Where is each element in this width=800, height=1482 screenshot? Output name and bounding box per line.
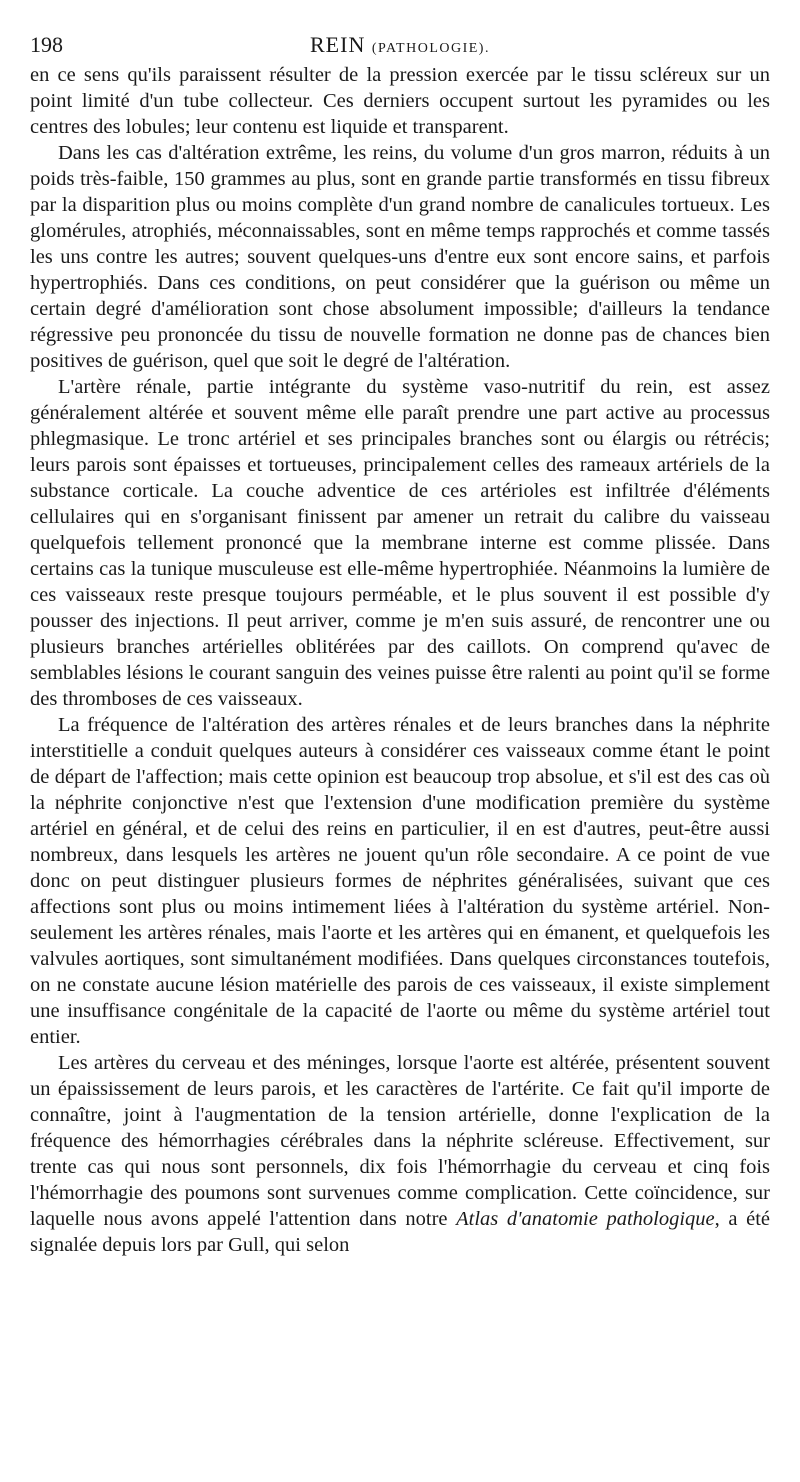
paragraph-5: [30, 1050, 770, 1258]
paragraph-3: L'artère rénale, partie intégrante du système vaso-nutritif du rein, est assez généralement altérée et souvent même elle paraît prendre une part active au processus phlegmasique. Le tronc artériel et ses principales branches sont ou élargis ou rétrécis; leurs parois sont épaisses et tortueuses, principalement celles des rameaux artériels de la substance corticale. La couche adventice de ces artérioles est infiltrée d'éléments cellulaires qui en s'organisant finissent par amener un retrait du calibre du vaisseau quelquefois tellement prononcé que la membrane interne est comme plissée. Dans certains cas la tunique musculeuse est elle-même hypertrophiée. Néanmoins la lumière de ces vaisseaux reste presque toujours perméable, et le plus souvent il est possible d'y pousser des injections. Il peut arriver, comme je m'en suis assuré, de rencontrer une ou plusieurs branches artérielles oblitérées par des caillots. On comprend qu'avec de semblables lésions le courant sanguin des veines puisse être ralenti au point qu'il se forme des thromboses de ces vaisseaux.: [30, 376, 770, 710]
running-title: [30, 30, 770, 64]
running-title-sub: (PATHOLOGIE).: [371, 41, 490, 56]
paragraph-5-text-end: , a été signalée depuis lors par Gull, qui selon: [30, 1208, 771, 1256]
paragraph-1: en ce sens qu'ils paraissent résulter de la pression exercée par le tissu scléreux sur un point limité d'un tube collecteur. Ces derniers occupent surtout les pyramides ou les centres des lobules; leur contenu est liquide et transparent.: [30, 64, 770, 138]
page-number: 198: [30, 32, 63, 57]
running-head: [30, 30, 770, 60]
body-text: [30, 62, 770, 1258]
running-title-main: REIN: [310, 32, 366, 57]
paragraph-5-text-start: Les artères du cerveau et des méninges, lorsque l'aorte est altérée, présentent souvent un épaississement de leurs parois, et les caractères de l'artérite. Ce fait qu'il importe de connaître, joint à l'augmentation de la tension artérielle, donne l'explication de la fréquence des hémorrhagies cérébrales dans la néphrite scléreuse. Effectivement, sur trente cas qui nous sont personnels, dix fois l'hémorrhagie du cerveau et cinq fois l'hémorrhagie des poumons sont survenues comme complication. Cette coïncidence, sur laquelle nous avons appelé l'attention dans notre: [30, 1052, 770, 1230]
atlas-title-italic: Atlas d'anatomie pathologique: [456, 1208, 715, 1230]
paragraph-4: La fréquence de l'altération des artères rénales et de leurs branches dans la néphrite interstitielle a conduit quelques auteurs à considérer ces vaisseaux comme étant le point de départ de l'affection; mais cette opinion est beaucoup trop absolue, et s'il est des cas où la néphrite conjonctive n'est que l'extension d'une modification première du système artériel en général, et de celui des reins en particulier, il en est d'autres, peut-être aussi nombreux, dans lesquels les artères ne jouent qu'un rôle secondaire. A ce point de vue donc on peut distinguer plusieurs formes de néphrites généralisées, suivant que ces affections sont plus ou moins intimement liées à l'altération du système artériel. Non-seulement les artères rénales, mais l'aorte et les artères qui en émanent, et quelquefois les valvules aortiques, sont simultanément modifiées. Dans quelques circonstances toutefois, on ne constate aucune lésion matérielle des parois de ces vaisseaux, il existe simplement une insuffisance congénitale de la capacité de l'aorte ou même du système artériel tout entier.: [30, 714, 770, 1048]
paragraph-2: Dans les cas d'altération extrême, les reins, du volume d'un gros marron, réduits à un poids très-faible, 150 grammes au plus, sont en grande partie transformés en tissu fibreux par la disparition plus ou moins complète d'un grand nombre de canalicules tortueux. Les glomérules, atrophiés, méconnaissables, sont en même temps rapprochés et comme tassés les uns contre les autres; souvent quelques-uns d'entre eux sont encore sains, et parfois hypertrophiés. Dans ces conditions, on peut considérer que la guérison ou même un certain degré d'amélioration sont chose absolument impossible; d'ailleurs la tendance régressive peu prononcée du tissu de nouvelle formation ne donne pas de chances bien positives de guérison, quel que soit le degré de l'altération.: [30, 142, 770, 372]
